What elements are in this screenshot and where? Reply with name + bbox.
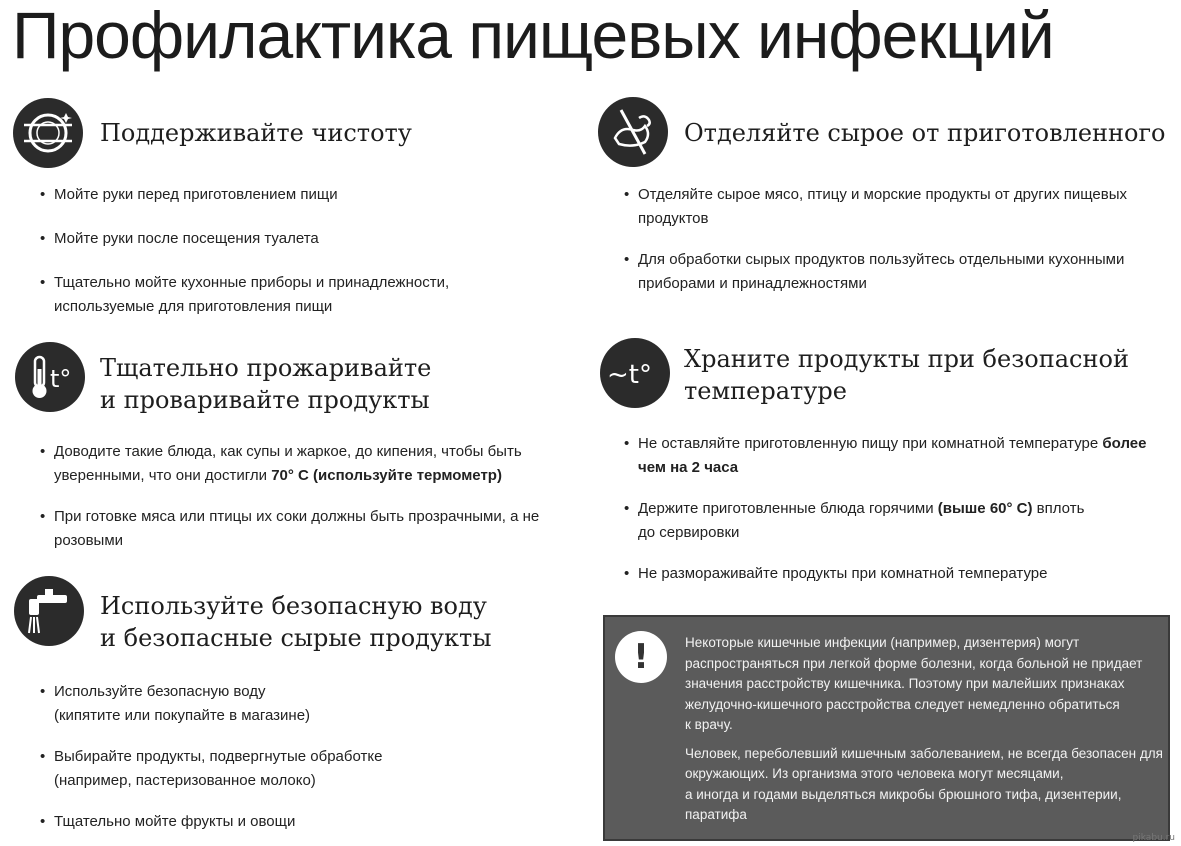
- warning-paragraph: Человек, переболевший кишечным заболеванием, не всегда безопасен для окружающих. Из организма этого человека могут месяцами, а иногда и годами выделяться микробы брюшного тифа, дизентерии, паратифа: [685, 745, 1163, 822]
- list-item: • Тщательно мойте кухонные приборы и принадлежности, используемые для приготовления пищи: [40, 271, 449, 319]
- section-heading: Поддерживайте чистоту: [100, 119, 412, 147]
- list-item: • Используйте безопасную воду (кипятите или покупайте в магазине): [40, 680, 382, 728]
- list-item: • Держите приготовленные блюда горячими (выше 60° С) вплоть до сервировки: [624, 497, 1146, 545]
- list-item: • Не размораживайте продукты при комнатной температуре: [624, 562, 1146, 586]
- separate-raw-icon: [598, 97, 668, 167]
- plate-cutlery-icon: [13, 98, 83, 168]
- section-heading: Храните продукты при безопасной температуре: [684, 345, 1129, 405]
- exclamation-icon: !: [615, 631, 667, 683]
- warning-text: [685, 633, 1165, 834]
- watermark: pikabu.ru: [1132, 833, 1175, 843]
- warning-paragraph: Некоторые кишечные инфекции (например, дизентерия) могут распространяться при легкой форме болезни, когда больной не придает значения расстройству кишечника. Поэтому при малейших признаках желудочно-кишечного расстройства следует немедленно обратиться к врачу.: [685, 635, 1143, 732]
- page-title: Профилактика пищевых инфекций: [12, 0, 1054, 72]
- list-item: • Для обработки сырых продуктов пользуйтесь отдельными кухонными приборами и принадлежностями: [624, 248, 1127, 296]
- thermometer-icon: [15, 342, 85, 412]
- bullet-list: [40, 680, 382, 834]
- warning-box: [603, 615, 1170, 841]
- list-item: • Мойте руки перед приготовлением пищи: [40, 183, 449, 207]
- faucet-icon: [14, 576, 84, 646]
- list-item: • Тщательно мойте фрукты и овощи: [40, 810, 382, 834]
- section-heading: Тщательно прожаривайте и проваривайте продукты: [100, 354, 432, 414]
- list-item: • Отделяйте сырое мясо, птицу и морские продукты от других пищевых продуктов: [624, 183, 1127, 231]
- list-item: • Мойте руки после посещения туалета: [40, 227, 449, 251]
- bullet-list: [624, 432, 1146, 586]
- temperature-icon: [600, 338, 670, 408]
- bullet-list: [40, 440, 539, 553]
- list-item: • При готовке мяса или птицы их соки должны быть прозрачными, а не розовыми: [40, 505, 539, 553]
- list-item: • Выбирайте продукты, подвергнутые обработке (например, пастеризованное молоко): [40, 745, 382, 793]
- bullet-list: [40, 183, 449, 319]
- list-item: • Доводите такие блюда, как супы и жаркое, до кипения, чтобы быть уверенными, что они достигли 70° С (используйте термометр): [40, 440, 539, 488]
- section-heading: Отделяйте сырое от приготовленного: [684, 119, 1166, 147]
- list-item: • Не оставляйте приготовленную пищу при комнатной температуре более чем на 2 часа: [624, 432, 1146, 480]
- section-heading: Используйте безопасную воду и безопасные сырые продукты: [100, 592, 492, 652]
- svg-text:~t°: ~t°: [607, 360, 652, 390]
- bullet-list: [624, 183, 1127, 296]
- svg-text:t°: t°: [50, 365, 72, 393]
